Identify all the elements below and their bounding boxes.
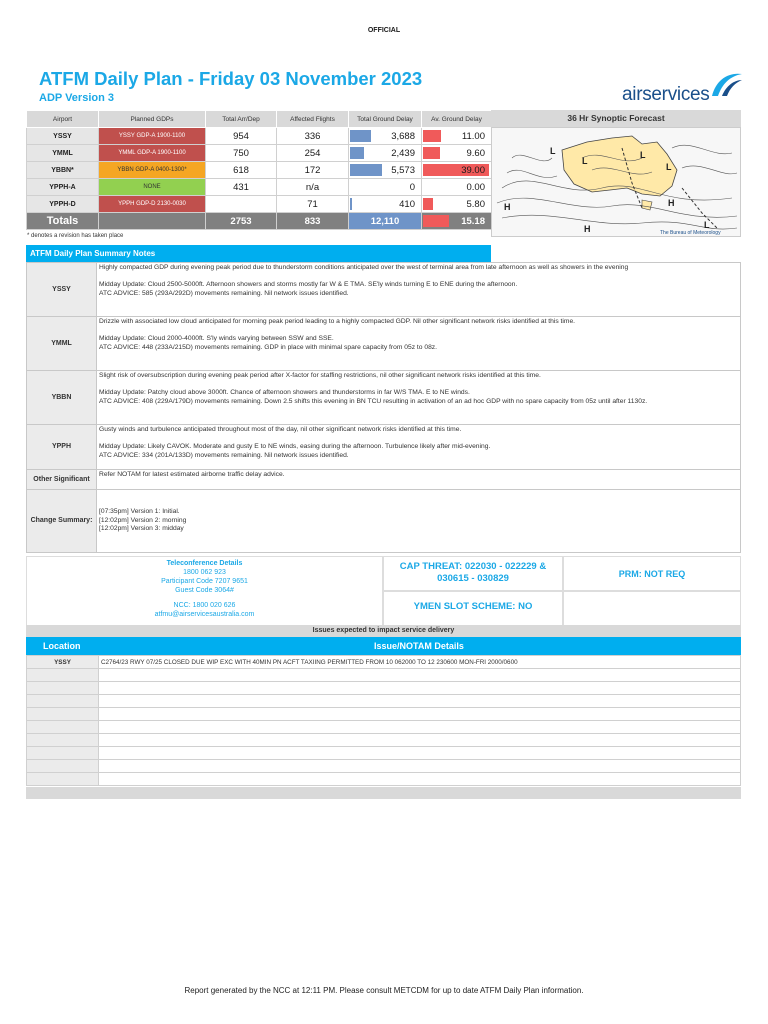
planned-gdp: YMML GDP-A 1900-1100 bbox=[99, 145, 206, 162]
issue-details bbox=[99, 747, 741, 760]
total-arr-dep: 618 bbox=[206, 162, 277, 179]
avg-ground-delay-value: 11.00 bbox=[461, 130, 485, 142]
total-ground-delay bbox=[349, 179, 422, 196]
airport-code: YMML bbox=[27, 145, 99, 162]
summary-notes-table bbox=[26, 262, 741, 553]
planned-gdp: YBBN GDP-A 0400-1300* bbox=[99, 162, 206, 179]
affected-flights: n/a bbox=[277, 179, 349, 196]
issue-row bbox=[27, 721, 741, 734]
airport-code: YPPH-A bbox=[27, 179, 99, 196]
other-significant-label: Other Significant bbox=[27, 470, 97, 490]
note-line: Slight risk of oversubscription during evening peak period after X-factor for staffing restrictions, nil other significant network risks identified at this time. bbox=[99, 372, 541, 379]
issue-details bbox=[99, 682, 741, 695]
issue-details bbox=[99, 760, 741, 773]
airport-code: YSSY bbox=[27, 128, 99, 145]
logo-swoosh-icon bbox=[682, 68, 742, 98]
planned-gdp: YSSY GDP-A 1900-1100 bbox=[99, 128, 206, 145]
col-planned-gdps: Planned GDPs bbox=[99, 111, 206, 128]
airport-row bbox=[27, 145, 492, 162]
note-row bbox=[27, 317, 741, 371]
forecast-title: 36 Hr Synoptic Forecast bbox=[491, 110, 741, 127]
issue-location bbox=[27, 747, 99, 760]
avg-ground-delay bbox=[422, 162, 492, 179]
airport-row bbox=[27, 196, 492, 213]
total-ground-delay-bar bbox=[350, 130, 371, 142]
issue-row bbox=[27, 682, 741, 695]
total-ground-delay-value: 0 bbox=[409, 181, 415, 193]
note-airport: YMML bbox=[27, 317, 97, 371]
totals-row bbox=[27, 213, 492, 230]
totals-arr-dep: 2753 bbox=[206, 213, 277, 230]
affected-flights: 254 bbox=[277, 145, 349, 162]
teleconference-heading: Teleconference Details bbox=[166, 560, 243, 567]
note-line: ATC ADVICE: 408 (229A/179D) movements remaining. Down 2.5 shifts this evening in BN TCU resulting in activation of an ad hoc GDP with no spare capacity from 05z until after 1130z. bbox=[99, 397, 648, 405]
note-row bbox=[27, 371, 741, 425]
col-av-ground-delay: Av. Ground Delay bbox=[422, 111, 492, 128]
version-label: ADP Version 3 bbox=[39, 92, 114, 104]
col-total-arr-dep: Total Arr/Dep bbox=[206, 111, 277, 128]
totals-gdp-empty bbox=[99, 213, 206, 230]
airport-row bbox=[27, 179, 492, 196]
planned-gdp: YPPH GDP-D 2130-0030 bbox=[99, 196, 206, 213]
change-summary-line: [12:02pm] Version 2: morning bbox=[99, 516, 187, 524]
svg-text:L: L bbox=[582, 156, 588, 166]
issue-details: C2764/23 RWY 07/25 CLOSED DUE WIP EXC WITH 40MIN PN ACFT TAXIING PERMITTED FROM 10 062000 TO 12 230600 MON-FRI 2000/0600 bbox=[99, 656, 741, 669]
issue-row bbox=[27, 734, 741, 747]
classification-label: OFFICIAL bbox=[367, 27, 401, 34]
cap-threat: CAP THREAT: 022030 - 022229 & 030615 - 030829 bbox=[383, 556, 563, 591]
issue-location bbox=[27, 773, 99, 786]
issues-header bbox=[26, 637, 741, 655]
issues-location-header: Location bbox=[43, 641, 81, 651]
issue-row bbox=[27, 708, 741, 721]
note-row bbox=[27, 425, 741, 470]
note-text bbox=[97, 371, 741, 425]
note-line: Midday Update: Patchy cloud above 3000ft. Chance of afternoon showers and thunderstorms in far W/S TMA. E to NE winds. bbox=[99, 388, 470, 396]
issue-location bbox=[27, 669, 99, 682]
total-ground-delay bbox=[349, 196, 422, 213]
avg-ground-delay-bar bbox=[423, 147, 440, 159]
issue-details bbox=[99, 773, 741, 786]
note-line: ATC ADVICE: 334 (201A/133D) movements remaining. Nil network issues identified. bbox=[99, 451, 349, 459]
affected-flights: 71 bbox=[277, 196, 349, 213]
avg-ground-delay bbox=[422, 179, 492, 196]
change-summary-label: Change Summary: bbox=[27, 490, 97, 553]
logo-text: airservices bbox=[622, 84, 710, 105]
note-line: Gusty winds and turbulence anticipated throughout most of the day, nil other significant network risks identified at this time. bbox=[99, 426, 462, 433]
svg-text:L: L bbox=[550, 146, 556, 156]
airservices-logo bbox=[622, 68, 742, 108]
issue-row bbox=[27, 747, 741, 760]
total-ground-delay bbox=[349, 145, 422, 162]
svg-text:H: H bbox=[668, 198, 675, 208]
note-airport: YSSY bbox=[27, 263, 97, 317]
airport-row bbox=[27, 162, 492, 179]
total-ground-delay bbox=[349, 162, 422, 179]
avg-ground-delay-value: 39.00 bbox=[461, 164, 485, 176]
airport-table bbox=[26, 110, 492, 230]
total-arr-dep bbox=[206, 196, 277, 213]
ncc-phone: NCC: 1800 020 626 bbox=[173, 602, 236, 610]
change-summary-text bbox=[97, 490, 741, 553]
report-footer: Report generated by the NCC at 12:11 PM. Please consult METCDM for up to date ATFM Daily Plan information. bbox=[184, 986, 584, 995]
avg-ground-delay-value: 9.60 bbox=[466, 147, 485, 159]
participant-code: Participant Code 7207 9651 bbox=[161, 578, 248, 586]
issues-table bbox=[26, 655, 741, 786]
change-summary-line: [07:35pm] Version 1: Initial. bbox=[99, 507, 180, 515]
note-row bbox=[27, 263, 741, 317]
issue-location bbox=[27, 721, 99, 734]
svg-text:L: L bbox=[640, 150, 646, 160]
issue-details bbox=[99, 695, 741, 708]
airport-row bbox=[27, 128, 492, 145]
prm-status: PRM: NOT REQ bbox=[563, 556, 741, 591]
issue-details bbox=[99, 708, 741, 721]
totals-avg-delay bbox=[422, 213, 492, 230]
col-total-ground-delay: Total Ground Delay bbox=[349, 111, 422, 128]
avg-ground-delay bbox=[422, 145, 492, 162]
issue-location bbox=[27, 760, 99, 773]
total-ground-delay-value: 2,439 bbox=[391, 147, 415, 159]
affected-flights: 336 bbox=[277, 128, 349, 145]
note-airport: YPPH bbox=[27, 425, 97, 470]
issue-location bbox=[27, 734, 99, 747]
revision-note: * denotes a revision has taken place bbox=[27, 233, 124, 239]
teleconference-details bbox=[26, 556, 383, 626]
total-ground-delay-bar bbox=[350, 147, 364, 159]
issue-details bbox=[99, 721, 741, 734]
synoptic-chart-image bbox=[492, 128, 741, 237]
other-significant-row bbox=[27, 470, 741, 490]
avg-ground-delay bbox=[422, 196, 492, 213]
totals-affected: 833 bbox=[277, 213, 349, 230]
svg-text:L: L bbox=[704, 220, 710, 230]
change-summary-line: [12:02pm] Version 3: midday bbox=[99, 525, 184, 533]
note-line: Drizzle with associated low cloud anticipated for morning peak period leading to a highly compacted GDP. Nil other significant network risks identified at this time. bbox=[99, 318, 576, 325]
avg-ground-delay-value: 0.00 bbox=[466, 181, 485, 193]
summary-notes-title: ATFM Daily Plan Summary Notes bbox=[26, 245, 491, 262]
avg-ground-delay-bar bbox=[423, 198, 433, 210]
issue-row bbox=[27, 760, 741, 773]
total-ground-delay-value: 410 bbox=[399, 198, 415, 210]
guest-code: Guest Code 3064# bbox=[175, 587, 234, 595]
svg-text:L: L bbox=[666, 162, 672, 172]
note-airport: YBBN bbox=[27, 371, 97, 425]
issue-row bbox=[27, 669, 741, 682]
issue-row bbox=[27, 656, 741, 669]
issues-footer-bar bbox=[26, 787, 741, 799]
slot-scheme-empty-cell bbox=[563, 591, 741, 626]
note-line: Midday Update: Cloud 2000-4000ft. S'ly winds varying between SSW and SSE. bbox=[99, 334, 334, 342]
issue-location bbox=[27, 708, 99, 721]
issue-row bbox=[27, 773, 741, 786]
airport-table-header bbox=[27, 111, 492, 128]
avg-ground-delay bbox=[422, 128, 492, 145]
issue-location bbox=[27, 682, 99, 695]
issue-location bbox=[27, 695, 99, 708]
total-ground-delay bbox=[349, 128, 422, 145]
issue-details bbox=[99, 669, 741, 682]
affected-flights: 172 bbox=[277, 162, 349, 179]
svg-text:H: H bbox=[584, 224, 591, 234]
synoptic-forecast-map bbox=[491, 127, 741, 237]
note-text bbox=[97, 425, 741, 470]
total-arr-dep: 431 bbox=[206, 179, 277, 196]
note-line: ATC ADVICE: 448 (233A/215D) movements remaining. GDP in place with minimal spare capacity from 05z to 08z. bbox=[99, 343, 437, 351]
airport-code: YPPH-D bbox=[27, 196, 99, 213]
contact-email[interactable]: atfmu@airservicesaustralia.com bbox=[154, 611, 255, 619]
note-line: Midday Update: Likely CAVOK. Moderate and gusty E to NE winds, easing during the afternoon. Turbulence likely after mid-evening. bbox=[99, 442, 491, 450]
page-title: ATFM Daily Plan - Friday 03 November 2023 bbox=[39, 68, 423, 89]
totals-avg-delay-value: 15.18 bbox=[461, 215, 485, 227]
issues-title: Issues expected to impact service delivery bbox=[26, 625, 741, 637]
note-line: ATC ADVICE: 585 (293A/292D) movements remaining. Nil network issues identified. bbox=[99, 289, 349, 297]
change-summary-row bbox=[27, 490, 741, 553]
issues-details-header: Issue/NOTAM Details bbox=[374, 641, 464, 651]
teleconference-phone: 1800 062 923 bbox=[183, 569, 226, 577]
total-ground-delay-value: 3,688 bbox=[391, 130, 415, 142]
note-text bbox=[97, 317, 741, 371]
total-ground-delay-value: 5,573 bbox=[391, 164, 415, 176]
slot-scheme: YMEN SLOT SCHEME: NO bbox=[383, 591, 563, 626]
col-airport: Airport bbox=[27, 111, 99, 128]
total-arr-dep: 954 bbox=[206, 128, 277, 145]
total-ground-delay-bar bbox=[350, 198, 352, 210]
issue-row bbox=[27, 695, 741, 708]
totals-ground-delay: 12,110 bbox=[349, 213, 422, 230]
bom-credit: The Bureau of Meteorology bbox=[660, 230, 721, 236]
other-significant-text: Refer NOTAM for latest estimated airborne traffic delay advice. bbox=[97, 470, 741, 490]
avg-ground-delay-bar bbox=[423, 130, 441, 142]
svg-text:H: H bbox=[504, 202, 511, 212]
total-arr-dep: 750 bbox=[206, 145, 277, 162]
note-text bbox=[97, 263, 741, 317]
planned-gdp: NONE bbox=[99, 179, 206, 196]
totals-avg-delay-bar bbox=[423, 215, 449, 227]
airport-code: YBBN* bbox=[27, 162, 99, 179]
avg-ground-delay-value: 5.80 bbox=[466, 198, 485, 210]
col-affected-flights: Affected Flights bbox=[277, 111, 349, 128]
total-ground-delay-bar bbox=[350, 164, 382, 176]
note-line: Midday Update: Cloud 2500-5000ft. Afternoon showers and storms mostly far W & E TMA. SE'ly winds turning E to ENE during the afternoon. bbox=[99, 280, 518, 288]
issue-details bbox=[99, 734, 741, 747]
note-line: Highly compacted GDP during evening peak period due to thunderstorm conditions anticipated over the west of terminal area from late afternoon as well as showers in the evening bbox=[99, 264, 629, 271]
totals-label: Totals bbox=[27, 213, 99, 230]
issue-location: YSSY bbox=[27, 656, 99, 669]
